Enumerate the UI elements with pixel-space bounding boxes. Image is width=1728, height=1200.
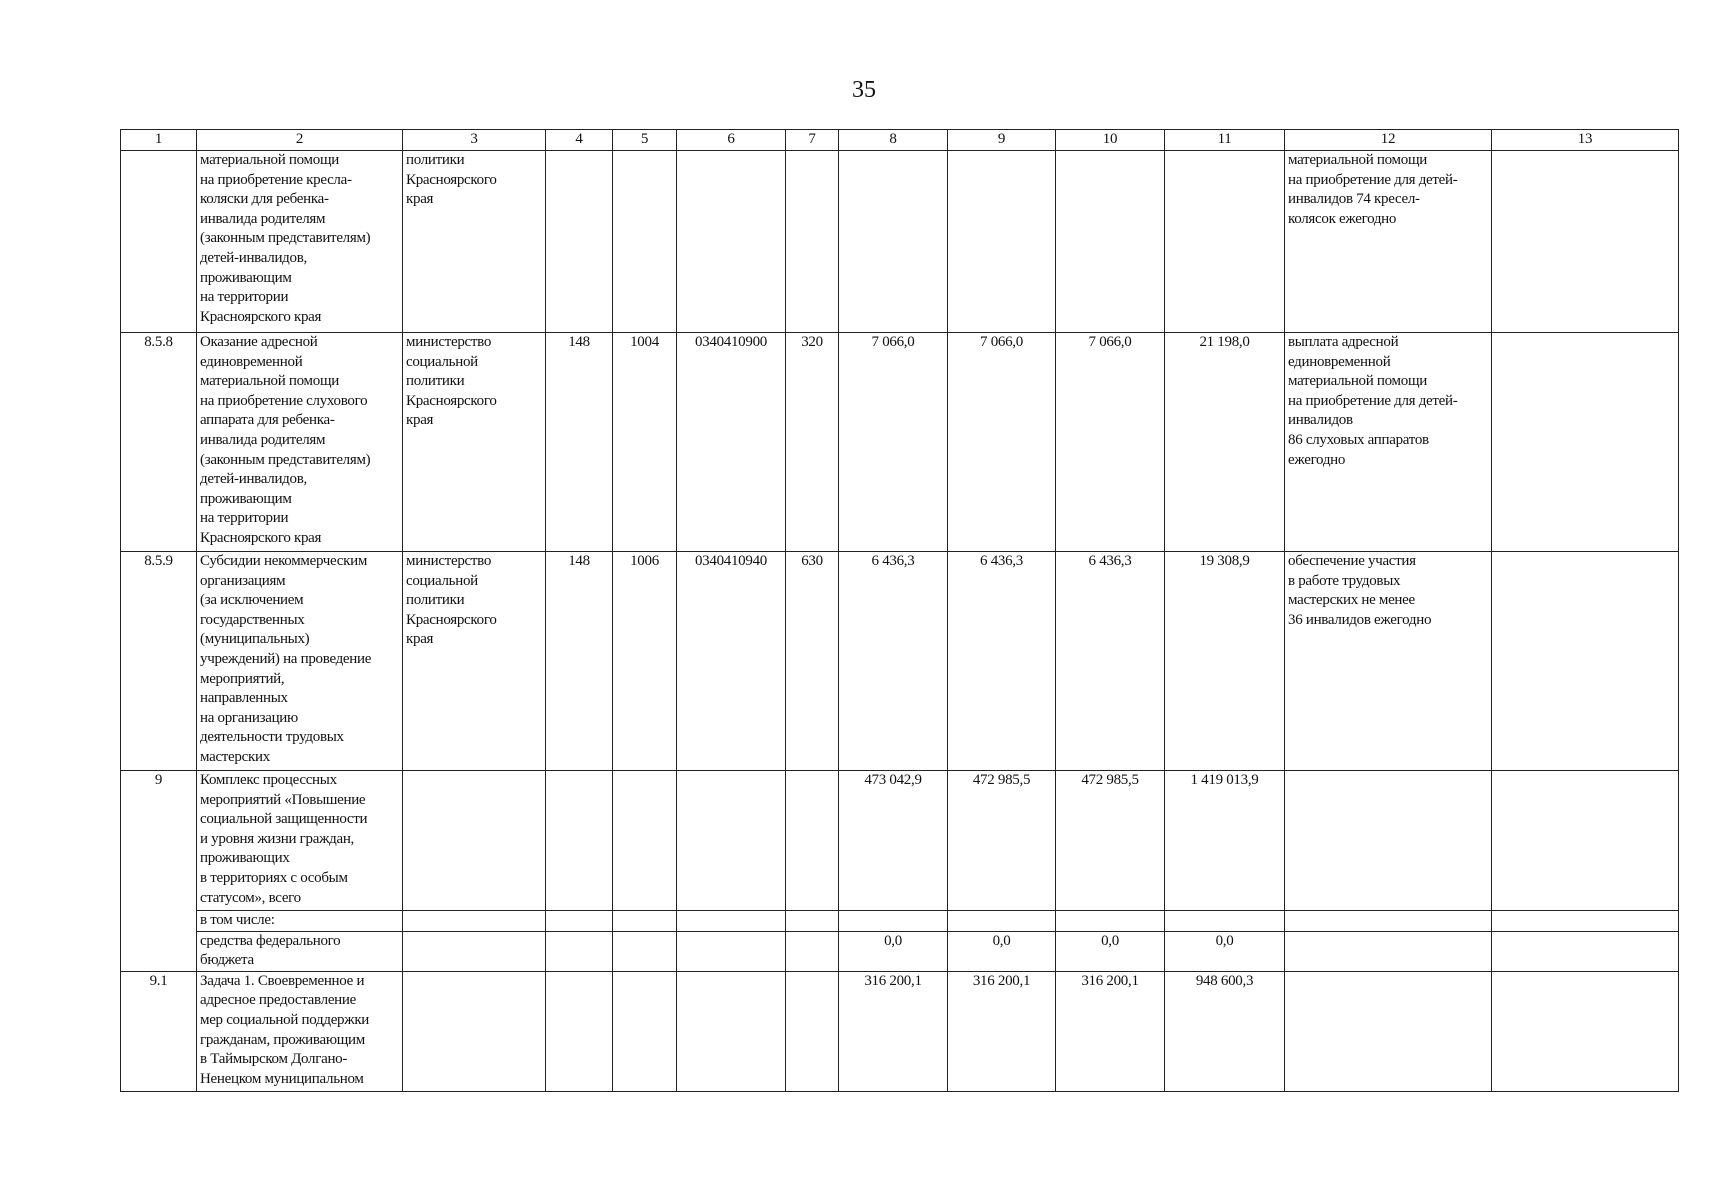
- table-row: [121, 552, 1679, 771]
- cell-amount-year-1: [839, 911, 948, 932]
- executor: [403, 931, 546, 971]
- row-number: 8.5.8: [121, 333, 197, 552]
- expected-result: выплата адресной единовременной материальной помощи на приобретение для детей- инвалидов 86 слуховых аппаратов ежегодно: [1285, 333, 1492, 552]
- column-header: 5: [613, 130, 677, 151]
- cell-grbs: 148: [546, 333, 613, 552]
- column-header: 13: [1492, 130, 1679, 151]
- activity-name: Субсидии некоммерческим организациям (за исключением государственных (муниципальных) учреждений) на проведение мероприятий, направленных на организацию деятельности трудовых мастерских: [197, 552, 403, 771]
- cell-target-article: [677, 771, 786, 911]
- cell-column-13: [1492, 971, 1679, 1091]
- cell-grbs: [546, 771, 613, 911]
- cell-column-13: [1492, 552, 1679, 771]
- expected-result: [1285, 971, 1492, 1091]
- column-header: 6: [677, 130, 786, 151]
- cell-amount-year-2: 472 985,5: [948, 771, 1056, 911]
- cell-amount-year-1: 6 436,3: [839, 552, 948, 771]
- cell-amount-year-2: 316 200,1: [948, 971, 1056, 1091]
- cell-column-13: [1492, 333, 1679, 552]
- cell-section: 1004: [613, 333, 677, 552]
- cell-amount-year-2: 7 066,0: [948, 333, 1056, 552]
- cell-section: 1006: [613, 552, 677, 771]
- cell-grbs: [546, 971, 613, 1091]
- cell-amount-year-3: 7 066,0: [1056, 333, 1165, 552]
- column-header: 3: [403, 130, 546, 151]
- cell-amount-year-3: 316 200,1: [1056, 971, 1165, 1091]
- cell-expense-type: [786, 931, 839, 971]
- cell-column-13: [1492, 771, 1679, 911]
- cell-amount-year-1: 7 066,0: [839, 333, 948, 552]
- cell-target-article: [677, 971, 786, 1091]
- cell-expense-type: [786, 151, 839, 333]
- activity-name: Оказание адресной единовременной материальной помощи на приобретение слухового аппарата для ребенка- инвалида родителям (законным представителям) детей-инвалидов, проживающим на территории Красноярского края: [197, 333, 403, 552]
- cell-expense-type: [786, 971, 839, 1091]
- column-header: 10: [1056, 130, 1165, 151]
- executor: министерство социальной политики Красноярского края: [403, 333, 546, 552]
- activity-name: в том числе:: [197, 911, 403, 932]
- cell-target-article: [677, 911, 786, 932]
- column-header: 2: [197, 130, 403, 151]
- activity-name: средства федерального бюджета: [197, 931, 403, 971]
- activity-name: материальной помощи на приобретение кресла- коляски для ребенка- инвалида родителям (законным представителям) детей-инвалидов, проживающим на территории Красноярского края: [197, 151, 403, 333]
- cell-amount-year-2: [948, 911, 1056, 932]
- program-activities-table: [120, 129, 1679, 1092]
- cell-grbs: 148: [546, 552, 613, 771]
- cell-amount-year-1: 0,0: [839, 931, 948, 971]
- cell-amount-year-1: 473 042,9: [839, 771, 948, 911]
- cell-section: [613, 151, 677, 333]
- row-number: 9.1: [121, 971, 197, 1091]
- column-header: 11: [1165, 130, 1285, 151]
- cell-target-article: 0340410940: [677, 552, 786, 771]
- cell-amount-year-1: [839, 151, 948, 333]
- cell-section: [613, 771, 677, 911]
- cell-amount-year-3: 0,0: [1056, 931, 1165, 971]
- cell-amount-year-3: [1056, 151, 1165, 333]
- row-number: 8.5.9: [121, 552, 197, 771]
- column-header: 8: [839, 130, 948, 151]
- expected-result: [1285, 931, 1492, 971]
- column-header: 7: [786, 130, 839, 151]
- cell-amount-year-2: 6 436,3: [948, 552, 1056, 771]
- table-row: [121, 911, 1679, 932]
- executor: министерство социальной политики Красноярского края: [403, 552, 546, 771]
- column-header: 12: [1285, 130, 1492, 151]
- cell-amount-total: 19 308,9: [1165, 552, 1285, 771]
- cell-section: [613, 971, 677, 1091]
- cell-column-13: [1492, 151, 1679, 333]
- page-number: 35: [852, 77, 876, 103]
- cell-column-13: [1492, 931, 1679, 971]
- column-header: 1: [121, 130, 197, 151]
- cell-section: [613, 911, 677, 932]
- cell-section: [613, 931, 677, 971]
- cell-expense-type: [786, 911, 839, 932]
- executor: [403, 971, 546, 1091]
- column-header: 4: [546, 130, 613, 151]
- cell-amount-total: 948 600,3: [1165, 971, 1285, 1091]
- cell-grbs: [546, 931, 613, 971]
- executor: политики Красноярского края: [403, 151, 546, 333]
- cell-target-article: [677, 931, 786, 971]
- column-number-header-row: [121, 130, 1679, 151]
- cell-expense-type: [786, 771, 839, 911]
- table-row: [121, 971, 1679, 1091]
- row-number: 9: [121, 771, 197, 972]
- cell-amount-total: 21 198,0: [1165, 333, 1285, 552]
- table-row: [121, 931, 1679, 971]
- cell-amount-year-2: 0,0: [948, 931, 1056, 971]
- cell-column-13: [1492, 911, 1679, 932]
- executor: [403, 911, 546, 932]
- table-row: [121, 333, 1679, 552]
- cell-amount-year-3: 6 436,3: [1056, 552, 1165, 771]
- expected-result: [1285, 911, 1492, 932]
- cell-amount-total: 0,0: [1165, 931, 1285, 971]
- cell-target-article: [677, 151, 786, 333]
- cell-amount-total: 1 419 013,9: [1165, 771, 1285, 911]
- row-number: [121, 151, 197, 333]
- cell-expense-type: 320: [786, 333, 839, 552]
- activity-name: Комплекс процессных мероприятий «Повышение социальной защищенности и уровня жизни граждан, проживающих в территориях с особым статусом», всего: [197, 771, 403, 911]
- cell-amount-year-2: [948, 151, 1056, 333]
- executor: [403, 771, 546, 911]
- cell-amount-year-3: 472 985,5: [1056, 771, 1165, 911]
- table-row: [121, 151, 1679, 333]
- column-header: 9: [948, 130, 1056, 151]
- expected-result: обеспечение участия в работе трудовых мастерских не менее 36 инвалидов ежегодно: [1285, 552, 1492, 771]
- activity-name: Задача 1. Своевременное и адресное предоставление мер социальной поддержки гражданам, проживающим в Таймырском Долгано- Ненецком муниципальном: [197, 971, 403, 1091]
- cell-amount-total: [1165, 911, 1285, 932]
- table-row: [121, 771, 1679, 911]
- cell-amount-year-1: 316 200,1: [839, 971, 948, 1091]
- cell-grbs: [546, 911, 613, 932]
- expected-result: [1285, 771, 1492, 911]
- cell-amount-year-3: [1056, 911, 1165, 932]
- expected-result: материальной помощи на приобретение для детей- инвалидов 74 кресел- колясок ежегодно: [1285, 151, 1492, 333]
- cell-amount-total: [1165, 151, 1285, 333]
- cell-target-article: 0340410900: [677, 333, 786, 552]
- cell-grbs: [546, 151, 613, 333]
- cell-expense-type: 630: [786, 552, 839, 771]
